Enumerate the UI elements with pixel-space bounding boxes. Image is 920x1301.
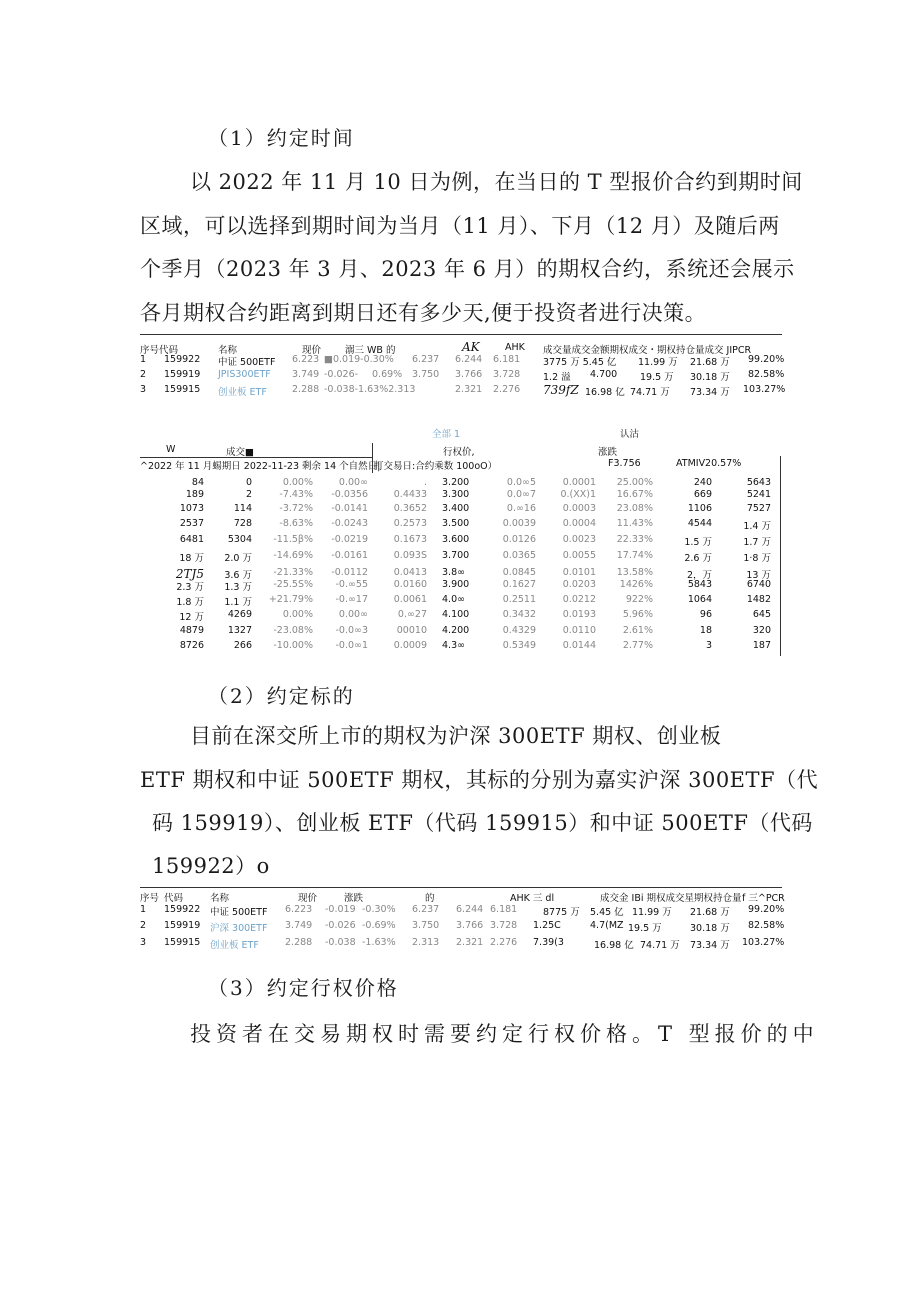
cell-name: 创业板 ETF bbox=[210, 940, 259, 951]
tquote-cell-f: 0.0∞7 bbox=[506, 489, 536, 500]
tquote-cell-b: 2.0 万 bbox=[224, 553, 252, 564]
tquote-cell-i: 4544 bbox=[687, 518, 712, 529]
tquote-cell-i: 1064 bbox=[687, 594, 712, 605]
tquote-row bbox=[0, 640, 920, 656]
cell-price: 3.749 bbox=[285, 920, 313, 931]
tquote-cell-h: 25.00% bbox=[616, 477, 653, 488]
th-seq: 序号 bbox=[140, 893, 160, 904]
cell-price: 3.749 bbox=[292, 369, 320, 380]
paragraph-line: 区域，可以选择到期时间为当月（11 月）、下月（12 月）及随后两 bbox=[140, 214, 780, 238]
cell-val: 82.58% bbox=[748, 369, 785, 380]
cell-opt-vol: 19.5 万 bbox=[628, 923, 662, 934]
tquote-cell-f: 0.2511 bbox=[502, 594, 536, 605]
tquote-cell-b: 2 bbox=[245, 489, 252, 500]
tquote-row bbox=[0, 550, 920, 566]
tquote-cell-b: 3.6 万 bbox=[224, 570, 252, 581]
tquote-cell-a: 4879 bbox=[179, 625, 204, 636]
tquote-cell-d: -0.0∞1 bbox=[335, 640, 368, 651]
tquote-cell-strike: 3.500 bbox=[442, 518, 470, 529]
tquote-cell-e: 00010 bbox=[396, 625, 427, 636]
tquote-cell-d: -0.0356 bbox=[331, 489, 368, 500]
table2-top-rule bbox=[140, 887, 782, 888]
cell-val: 74.71 万 bbox=[630, 387, 670, 398]
cell-oi: 30.18 万 bbox=[690, 923, 730, 934]
cell-val: 2.321 bbox=[456, 937, 484, 948]
tquote-cell-e: 0.1673 bbox=[393, 534, 427, 545]
tquote-cell-strike: 3.900 bbox=[442, 579, 470, 590]
cell-pcr: 103.27% bbox=[742, 937, 785, 948]
cell-val: 6.181 bbox=[490, 904, 518, 915]
tquote-cell-f: 0.0845 bbox=[502, 567, 536, 578]
tquote-cell-a: 1.8 万 bbox=[176, 597, 204, 608]
cell-pcr: 99.20% bbox=[748, 904, 785, 915]
th-chg: 溺三 WB 的 bbox=[345, 345, 396, 356]
tquote-cell-e: 0.∞27 bbox=[397, 609, 427, 620]
tquote-cell-c: -25.5S% bbox=[273, 579, 313, 590]
tquote-cell-g: 0.0001 bbox=[562, 477, 596, 488]
cell-val: 2.313 bbox=[412, 937, 440, 948]
tquote-cell-c: -21.33% bbox=[273, 567, 313, 578]
cell-val: 2.321 bbox=[455, 384, 483, 395]
cell-val: 3.750 bbox=[412, 920, 440, 931]
f-value: F3.756 bbox=[608, 458, 641, 469]
th-price: 现价 bbox=[298, 893, 318, 904]
tquote-cell-d: -0.∞55 bbox=[335, 579, 368, 590]
tquote-cell-g: 0.0212 bbox=[562, 594, 596, 605]
cell-code: 159915 bbox=[164, 937, 201, 948]
tquote-cell-c: -3.72% bbox=[279, 503, 313, 514]
tquote-cell-b: 1.1 万 bbox=[224, 597, 252, 608]
cell-val: 103.27% bbox=[743, 384, 786, 395]
tquote-cell-h: 17.74% bbox=[616, 550, 653, 561]
cell-name: 沪深 300ETF bbox=[210, 923, 268, 934]
tquote-row bbox=[0, 609, 920, 625]
cell-val: 73.34 万 bbox=[690, 387, 730, 398]
tquote-cell-f: 0.4329 bbox=[502, 625, 536, 636]
tquote-cell-a: 18 万 bbox=[179, 553, 204, 564]
cell-vol: 3775 万 5.45 亿 bbox=[543, 357, 617, 368]
tquote-cell-g: 0.0004 bbox=[562, 518, 596, 529]
cell-name: JPIS300ETF bbox=[218, 369, 271, 380]
tquote-cell-c: -10.00% bbox=[273, 640, 313, 651]
tquote-cell-strike: 3.8∞ bbox=[442, 567, 466, 578]
tquote-cell-j: 1.7 万 bbox=[743, 537, 771, 548]
table-row bbox=[0, 369, 920, 385]
tquote-cell-i: 3 bbox=[705, 640, 712, 651]
tquote-cell-a: 2TJ5 bbox=[175, 567, 204, 581]
paragraph-line: 以 2022 年 11 月 10 日为例，在当日的 T 型报价合约到期时间 bbox=[190, 170, 803, 194]
tquote-cell-strike: 3.400 bbox=[442, 503, 470, 514]
tquote-cell-d: -0.0243 bbox=[331, 518, 368, 529]
cell-seq: 2 bbox=[140, 369, 147, 380]
tquote-cell-a: 2537 bbox=[179, 518, 204, 529]
cell-chg: -0.026- bbox=[324, 369, 359, 380]
tquote-cell-d: -0.0∞3 bbox=[335, 625, 368, 636]
tquote-cell-j: 320 bbox=[752, 625, 771, 636]
table-row bbox=[0, 904, 920, 920]
paragraph-line: ETF 期权和中证 500ETF 期权，其标的分别为嘉实沪深 300ETF（代 bbox=[140, 768, 819, 792]
cell-val: 19.5 万 bbox=[640, 372, 674, 383]
tquote-cell-a: 1073 bbox=[179, 503, 204, 514]
tquote-cell-j: 13 万 bbox=[746, 570, 771, 581]
th-tail: 成交金 IBi 期权成交星期权持仓量 bbox=[600, 893, 742, 904]
label-w: W bbox=[166, 444, 176, 455]
cell-vol: 7.39(3 bbox=[533, 937, 564, 948]
tquote-cell-c: -8.63% bbox=[279, 518, 313, 529]
th-code: 代码 bbox=[164, 893, 184, 904]
tquote-row bbox=[0, 503, 920, 519]
divider bbox=[372, 443, 373, 473]
tquote-cell-e: 0.0413 bbox=[393, 567, 427, 578]
cell-val: 6.237 bbox=[412, 354, 440, 365]
cell-vol: 739fZ bbox=[543, 383, 579, 397]
tquote-expiry-row bbox=[0, 458, 920, 474]
tquote-cell-f: 0.∞16 bbox=[506, 503, 536, 514]
tquote-cell-b: 114 bbox=[233, 503, 252, 514]
cell-opt-vol: 74.71 万 bbox=[640, 940, 680, 951]
tquote-cell-strike: 3.300 bbox=[442, 489, 470, 500]
th-seq-code: 序号代码 bbox=[140, 345, 179, 356]
tquote-cell-f: 0.0126 bbox=[502, 534, 536, 545]
tquote-cell-f: 0.5349 bbox=[502, 640, 536, 651]
cell-val: 2.276 bbox=[493, 384, 521, 395]
cell-code: 159922 bbox=[164, 354, 201, 365]
th-de: 的 bbox=[425, 893, 435, 904]
tquote-cell-e: 0.0061 bbox=[393, 594, 427, 605]
cell-vol: 1.25C bbox=[533, 920, 561, 931]
tquote-cell-e: 0.2573 bbox=[393, 518, 427, 529]
table-row bbox=[0, 920, 920, 936]
tquote-cell-strike: 4.3∞ bbox=[442, 640, 466, 651]
cell-price: 2.288 bbox=[292, 384, 320, 395]
tquote-cell-g: 0.0110 bbox=[562, 625, 596, 636]
tquote-cell-j: 5241 bbox=[746, 489, 771, 500]
tquote-cell-c: 0.00% bbox=[282, 609, 313, 620]
paragraph-line: 投资者在交易期权时需要约定行权价格。T 型报价的中 bbox=[190, 1022, 819, 1046]
tquote-cell-d: -0.0219 bbox=[331, 534, 368, 545]
tquote-cell-h: 922% bbox=[625, 594, 653, 605]
tquote-cell-h: 5.96% bbox=[622, 609, 653, 620]
tquote-cell-h: 23.08% bbox=[616, 503, 653, 514]
tquote-cell-e: 0.4433 bbox=[393, 489, 427, 500]
label-chg: 涨跌 bbox=[598, 447, 618, 458]
tquote-cell-j: 1482 bbox=[746, 594, 771, 605]
table1-top-rule bbox=[140, 334, 782, 335]
cell-price: 2.288 bbox=[285, 937, 313, 948]
paragraph-line: 159922）o bbox=[152, 854, 270, 878]
cell-val: 30.18 万 bbox=[690, 372, 730, 383]
cell-vol: 8775 万 bbox=[543, 907, 580, 918]
tquote-cell-e: . bbox=[423, 477, 427, 488]
cell-chg: -0.038 bbox=[325, 937, 356, 948]
cell-code: 159922 bbox=[164, 904, 201, 915]
cell-val: 3.766 bbox=[455, 369, 483, 380]
cell-val: 21.68 万 bbox=[690, 357, 730, 368]
tab-all[interactable]: 全部 1 bbox=[432, 429, 461, 440]
tquote-cell-j: 1.4 万 bbox=[743, 521, 771, 532]
cell-pct: -0.69% bbox=[362, 920, 396, 931]
cell-amt: 4.7(MZ bbox=[590, 920, 624, 931]
paragraph-line: 码 159919）、创业板 ETF（代码 159915）和中证 500ETF（代码 bbox=[152, 811, 813, 835]
cell-opt-vol: 11.99 万 bbox=[632, 907, 672, 918]
cell-val: 16.98 亿 bbox=[585, 387, 625, 398]
cell-chg: -0.038-1.63%2.313 bbox=[324, 384, 416, 395]
tquote-row bbox=[0, 594, 920, 610]
tquote-cell-a: 6481 bbox=[179, 534, 204, 545]
th-pcr: f 三^PCR bbox=[742, 893, 785, 904]
tquote-cell-i: 669 bbox=[693, 489, 712, 500]
cell-val: 6.244 bbox=[455, 354, 483, 365]
cell-seq: 3 bbox=[140, 384, 147, 395]
tquote-cell-a: 84 bbox=[191, 477, 204, 488]
cell-pct: -1.63% bbox=[362, 937, 396, 948]
cell-amt: 5.45 亿 bbox=[590, 907, 624, 918]
tquote-cell-a: 8726 bbox=[179, 640, 204, 651]
tquote-cell-a: 2.3 万 bbox=[176, 582, 204, 593]
tquote-cell-c: -7.43% bbox=[279, 489, 313, 500]
cell-pct: 0.69% bbox=[372, 369, 403, 380]
tquote-cell-b: 266 bbox=[233, 640, 252, 651]
cell-seq: 1 bbox=[140, 354, 147, 365]
tquote-cell-strike: 3.600 bbox=[442, 534, 470, 545]
th-name: 名称 bbox=[210, 893, 230, 904]
tquote-tabs bbox=[0, 426, 920, 442]
tquote-cell-e: 0.0160 bbox=[393, 579, 427, 590]
atmiv: ATMIV20.57% bbox=[676, 458, 742, 469]
label-strike: 行权价, bbox=[443, 447, 475, 458]
cell-seq: 2 bbox=[140, 920, 147, 931]
table-row bbox=[0, 384, 920, 400]
cell-price: 6.223 bbox=[292, 354, 320, 365]
tquote-cell-i: 2.6 万 bbox=[684, 553, 712, 564]
tquote-cell-e: 0.3652 bbox=[393, 503, 427, 514]
tquote-cell-i: 5843 bbox=[687, 579, 712, 590]
tquote-cell-d: 0.00∞ bbox=[338, 477, 368, 488]
tquote-cell-h: 16.67% bbox=[616, 489, 653, 500]
tquote-cell-strike: 3.700 bbox=[442, 550, 470, 561]
cell-oi: 21.68 万 bbox=[690, 907, 730, 918]
paragraph-line: 各月期权合约距离到期日还有多少天,便于投资者进行决策。 bbox=[140, 301, 707, 325]
cell-val: 6.244 bbox=[456, 904, 484, 915]
tquote-cell-a: 189 bbox=[185, 489, 204, 500]
tquote-cell-h: 2.61% bbox=[622, 625, 653, 636]
tquote-cell-a: 12 万 bbox=[179, 612, 204, 623]
cell-seq: 3 bbox=[140, 937, 147, 948]
cell-name: 创业板 ETF bbox=[218, 387, 267, 398]
cell-pct: -0.30% bbox=[362, 904, 396, 915]
cell-chg: ■0.019-0.30% bbox=[324, 354, 394, 365]
th-ahk: AHK bbox=[505, 342, 525, 353]
tquote-cell-strike: 4.100 bbox=[442, 609, 470, 620]
tquote-cell-d: -0.0141 bbox=[331, 503, 368, 514]
tquote-cell-g: 0.0055 bbox=[562, 550, 596, 561]
tquote-cell-g: 0.0144 bbox=[562, 640, 596, 651]
cell-code: 159919 bbox=[164, 920, 201, 931]
tquote-cell-h: 13.58% bbox=[616, 567, 653, 578]
tquote-cell-j: 6740 bbox=[746, 579, 771, 590]
tquote-row bbox=[0, 579, 920, 595]
trade-day-info: 打交易日:合约乘数 100oO） bbox=[374, 461, 498, 472]
tquote-cell-strike: 4.0∞ bbox=[442, 594, 466, 605]
cell-val: 11.99 万 bbox=[638, 357, 678, 368]
tquote-cell-j: 7527 bbox=[746, 503, 771, 514]
th-ahk: AHK 三 dl bbox=[510, 893, 555, 904]
tquote-row bbox=[0, 518, 920, 534]
paragraph-line: 目前在深交所上市的期权为沪深 300ETF 期权、创业板 bbox=[190, 724, 722, 748]
tquote-cell-j: 187 bbox=[752, 640, 771, 651]
cell-name: 中证 500ETF bbox=[210, 907, 268, 918]
tquote-cell-d: 0.00∞ bbox=[338, 609, 368, 620]
cell-pcr: 82.58% bbox=[748, 920, 785, 931]
cell-val: 3.750 bbox=[412, 369, 440, 380]
table-row bbox=[0, 354, 920, 370]
table-row bbox=[0, 937, 920, 953]
section-2-title: （2）约定标的 bbox=[208, 684, 355, 708]
tquote-cell-i: 1.5 万 bbox=[684, 537, 712, 548]
tquote-cell-g: 0.(XX)1 bbox=[560, 489, 596, 500]
cell-code: 159915 bbox=[164, 384, 201, 395]
tquote-cell-e: 0.0009 bbox=[393, 640, 427, 651]
tquote-row bbox=[0, 534, 920, 550]
cell-val: 3.766 bbox=[456, 920, 484, 931]
tquote-cell-h: 2.77% bbox=[622, 640, 653, 651]
cell-val: 6.237 bbox=[412, 904, 440, 915]
tquote-cell-b: 1327 bbox=[227, 625, 252, 636]
tab-call[interactable]: 认沽 bbox=[620, 429, 640, 440]
tquote-cell-i: 240 bbox=[693, 477, 712, 488]
cell-val: 6.181 bbox=[493, 354, 521, 365]
tquote-cell-c: -14.69% bbox=[273, 550, 313, 561]
cell-oi: 73.34 万 bbox=[690, 940, 730, 951]
tquote-cell-h: 1426% bbox=[619, 579, 653, 590]
tquote-cell-i: 96 bbox=[699, 609, 712, 620]
tquote-cell-c: -11.5β% bbox=[273, 534, 313, 545]
cell-code: 159919 bbox=[164, 369, 201, 380]
tquote-cell-f: 0.1627 bbox=[502, 579, 536, 590]
cell-val: 4.700 bbox=[590, 369, 618, 380]
cell-price: 6.223 bbox=[285, 904, 313, 915]
tquote-cell-d: -0.0112 bbox=[331, 567, 368, 578]
tquote-cell-i: 18 bbox=[699, 625, 712, 636]
tquote-cell-e: 0.093S bbox=[393, 550, 427, 561]
th-price: 现价 bbox=[302, 345, 322, 356]
tquote-cell-j: 645 bbox=[752, 609, 771, 620]
tquote-cell-c: 0.00% bbox=[282, 477, 313, 488]
paragraph-line: 个季月（2023 年 3 月、2023 年 6 月）的期权合约，系统还会展示 bbox=[140, 257, 795, 281]
tquote-cell-j: 5643 bbox=[746, 477, 771, 488]
th-chg: 涨跌 bbox=[344, 893, 364, 904]
tquote-cell-f: 0.3432 bbox=[502, 609, 536, 620]
section-1-title: （1）约定时间 bbox=[208, 126, 355, 150]
cell-val: 3.728 bbox=[493, 369, 521, 380]
cell-val: 99.20% bbox=[748, 354, 785, 365]
tquote-cell-g: 0.0193 bbox=[562, 609, 596, 620]
cell-chg: -0.019 bbox=[325, 904, 356, 915]
tquote-cell-b: 5304 bbox=[227, 534, 252, 545]
tquote-cell-g: 0.0003 bbox=[562, 503, 596, 514]
tquote-cell-i: 2，万 bbox=[686, 570, 712, 581]
label-vol: 成交■ bbox=[226, 447, 254, 458]
expiry-info: ^2022 年 11 月蜴期日 2022-11-23 剩余 14 个自然日| bbox=[140, 461, 381, 472]
cell-val: 2.276 bbox=[490, 937, 518, 948]
tquote-cell-b: 0 bbox=[245, 477, 252, 488]
tquote-cell-strike: 3.200 bbox=[442, 477, 470, 488]
cell-name: 中证 500ETF bbox=[218, 357, 276, 368]
tquote-cell-j: 1·8 万 bbox=[743, 553, 771, 564]
cell-val: 3.728 bbox=[490, 920, 518, 931]
tquote-cell-f: 0.0039 bbox=[502, 518, 536, 529]
cell-chg: -0.026 bbox=[325, 920, 356, 931]
tquote-cell-c: -23.08% bbox=[273, 625, 313, 636]
tquote-cell-b: 4269 bbox=[227, 609, 252, 620]
tquote-cell-h: 22.33% bbox=[616, 534, 653, 545]
tquote-cell-f: 0.0∞5 bbox=[506, 477, 536, 488]
tquote-cell-strike: 4.200 bbox=[442, 625, 470, 636]
tquote-cell-g: 0.0203 bbox=[562, 579, 596, 590]
tquote-cell-b: 728 bbox=[233, 518, 252, 529]
cell-seq: 1 bbox=[140, 904, 147, 915]
tquote-row bbox=[0, 625, 920, 641]
tquote-cell-f: 0.0365 bbox=[502, 550, 536, 561]
th-tail: 成交量成交金额期权成交・期权持仓量成交 JIPCR bbox=[543, 345, 752, 356]
tquote-cell-h: 11.43% bbox=[616, 518, 653, 529]
th-name: 名称 bbox=[218, 345, 238, 356]
section-3-title: （3）约定行权价格 bbox=[208, 976, 399, 1000]
tquote-cell-g: 0.0023 bbox=[562, 534, 596, 545]
th-ak: AK bbox=[462, 340, 480, 354]
tquote-cell-g: 0.0101 bbox=[562, 567, 596, 578]
tquote-cell-d: -0.0161 bbox=[331, 550, 368, 561]
tquote-cell-b: 1.3 万 bbox=[224, 582, 252, 593]
tquote-cell-d: -0.∞17 bbox=[335, 594, 368, 605]
tquote-cell-i: 1106 bbox=[687, 503, 712, 514]
cell-amt: 16.98 亿 bbox=[594, 940, 634, 951]
tquote-cell-c: +21.79% bbox=[268, 594, 313, 605]
cell-vol: 1.2 溢 bbox=[543, 372, 571, 383]
